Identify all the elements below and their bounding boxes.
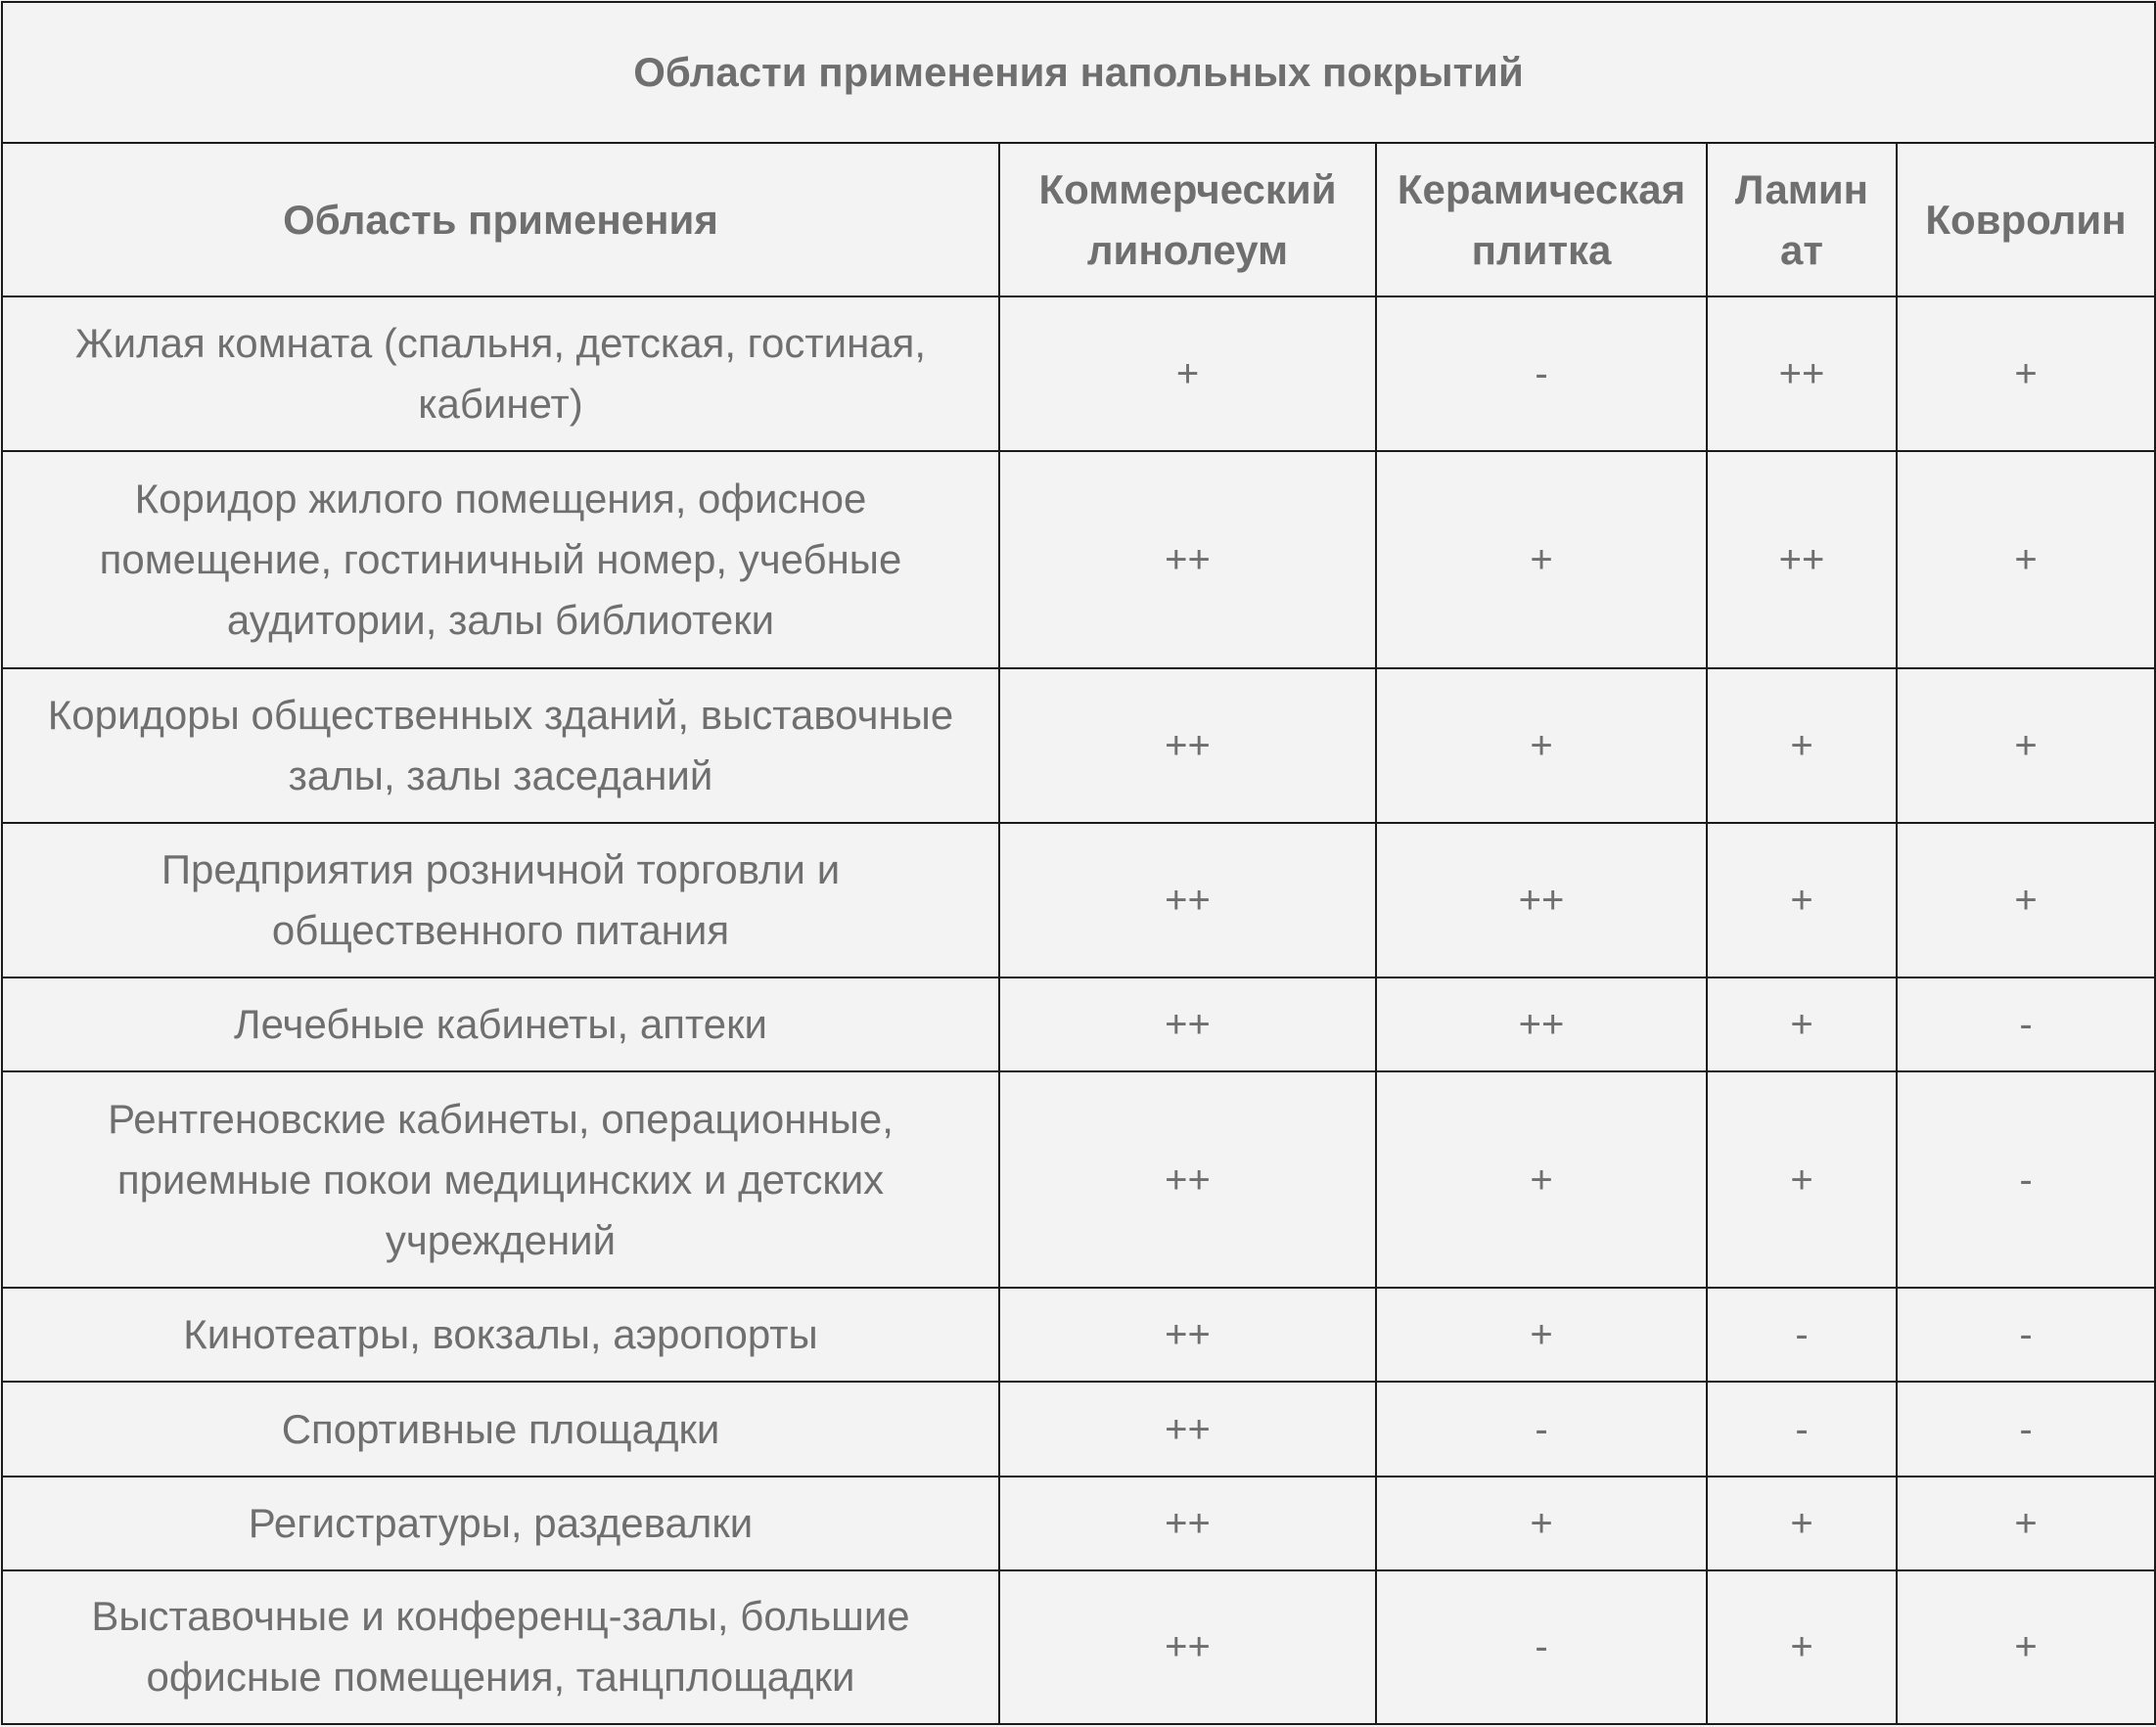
row-area: Коридор жилого помещения, офисное помещение, гостиничный номер, учебные аудитории, залы библиотеки — [2, 451, 999, 667]
cell-tile: - — [1376, 1382, 1707, 1476]
row-area: Выставочные и конференц-залы, большие офисные помещения, танцплощадки — [2, 1570, 999, 1724]
cell-carpet: + — [1897, 1477, 2155, 1570]
cell-linoleum: ++ — [999, 977, 1376, 1071]
table-row — [2, 1477, 2155, 1570]
cell-laminate: + — [1707, 1071, 1897, 1288]
flooring-application-table — [1, 1, 2156, 1725]
cell-laminate: - — [1707, 1288, 1897, 1382]
table-row — [2, 1288, 2155, 1382]
table-row — [2, 668, 2155, 823]
table-row — [2, 1570, 2155, 1724]
cell-laminate: ++ — [1707, 451, 1897, 667]
cell-laminate: + — [1707, 977, 1897, 1071]
row-area: Кинотеатры, вокзалы, аэропорты — [2, 1288, 999, 1382]
cell-laminate: + — [1707, 1570, 1897, 1724]
table-header-row — [2, 143, 2155, 296]
header-area: Область применения — [2, 143, 999, 296]
header-linoleum: Коммерческий линолеум — [999, 143, 1376, 296]
cell-laminate: - — [1707, 1382, 1897, 1476]
cell-carpet: + — [1897, 823, 2155, 977]
table-row — [2, 1071, 2155, 1288]
row-area: Жилая комната (спальня, детская, гостиная, кабинет) — [2, 296, 999, 451]
cell-tile: + — [1376, 1288, 1707, 1382]
cell-tile: + — [1376, 1071, 1707, 1288]
cell-carpet: - — [1897, 977, 2155, 1071]
cell-laminate: ++ — [1707, 296, 1897, 451]
cell-carpet: - — [1897, 1288, 2155, 1382]
table-row — [2, 1382, 2155, 1476]
cell-linoleum: ++ — [999, 1477, 1376, 1570]
table-row — [2, 296, 2155, 451]
cell-linoleum: ++ — [999, 1570, 1376, 1724]
cell-carpet: + — [1897, 296, 2155, 451]
cell-carpet: - — [1897, 1382, 2155, 1476]
cell-carpet: + — [1897, 1570, 2155, 1724]
row-area: Предприятия розничной торговли и общественного питания — [2, 823, 999, 977]
cell-tile: ++ — [1376, 977, 1707, 1071]
cell-laminate: + — [1707, 1477, 1897, 1570]
table-row — [2, 977, 2155, 1071]
cell-tile: ++ — [1376, 823, 1707, 977]
row-area: Спортивные площадки — [2, 1382, 999, 1476]
cell-linoleum: ++ — [999, 1382, 1376, 1476]
row-area: Регистратуры, раздевалки — [2, 1477, 999, 1570]
cell-tile: + — [1376, 451, 1707, 667]
table-row — [2, 823, 2155, 977]
cell-laminate: + — [1707, 823, 1897, 977]
cell-linoleum: ++ — [999, 823, 1376, 977]
cell-tile: + — [1376, 668, 1707, 823]
cell-linoleum: + — [999, 296, 1376, 451]
cell-carpet: + — [1897, 451, 2155, 667]
cell-linoleum: ++ — [999, 668, 1376, 823]
cell-laminate: + — [1707, 668, 1897, 823]
cell-tile: - — [1376, 296, 1707, 451]
cell-tile: - — [1376, 1570, 1707, 1724]
header-laminate: Ламин ат — [1707, 143, 1897, 296]
table-row — [2, 451, 2155, 667]
cell-carpet: + — [1897, 668, 2155, 823]
header-tile: Керамическая плитка — [1376, 143, 1707, 296]
cell-linoleum: ++ — [999, 1288, 1376, 1382]
header-carpet: Ковролин — [1897, 143, 2155, 296]
row-area: Лечебные кабинеты, аптеки — [2, 977, 999, 1071]
table-title-row — [2, 2, 2155, 143]
cell-linoleum: ++ — [999, 1071, 1376, 1288]
cell-carpet: - — [1897, 1071, 2155, 1288]
cell-linoleum: ++ — [999, 451, 1376, 667]
row-area: Рентгеновские кабинеты, операционные, приемные покои медицинских и детских учреждений — [2, 1071, 999, 1288]
table-title: Области применения напольных покрытий — [2, 2, 2155, 143]
row-area: Коридоры общественных зданий, выставочные залы, залы заседаний — [2, 668, 999, 823]
cell-tile: + — [1376, 1477, 1707, 1570]
